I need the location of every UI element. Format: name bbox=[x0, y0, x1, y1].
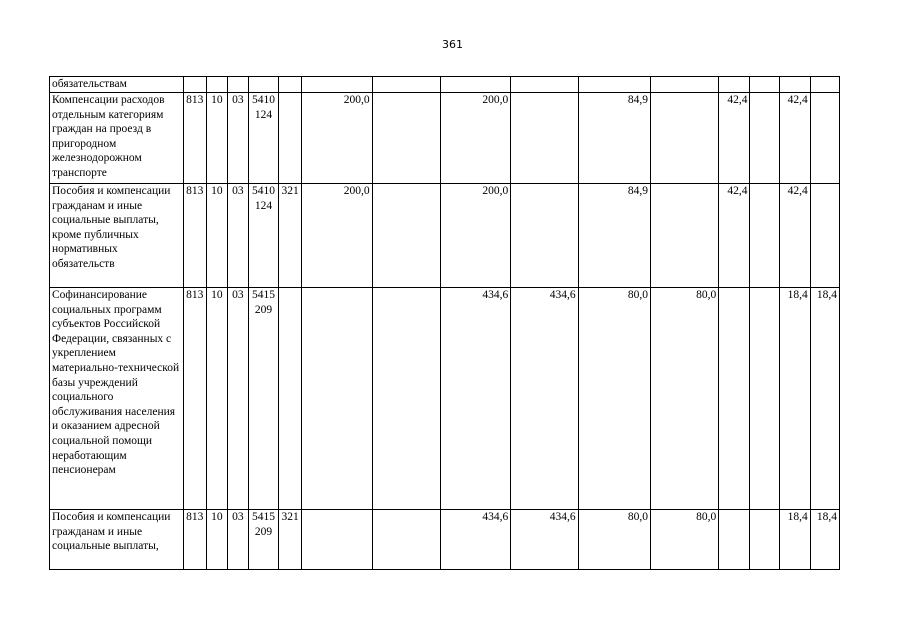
cell-csr: 5415 209 bbox=[248, 288, 278, 510]
cell-rz: 10 bbox=[206, 288, 227, 510]
cell-gr bbox=[183, 77, 206, 93]
cell-value: 80,0 bbox=[578, 510, 650, 570]
cell-value: 80,0 bbox=[650, 510, 718, 570]
cell-value: 42,4 bbox=[779, 93, 810, 184]
cell-vr bbox=[279, 93, 302, 184]
cell-value bbox=[511, 77, 578, 93]
cell-value: 18,4 bbox=[779, 288, 810, 510]
cell-rz: 10 bbox=[206, 510, 227, 570]
cell-gr: 813 bbox=[183, 184, 206, 288]
cell-pr bbox=[227, 77, 248, 93]
row-name: Компенсации расходов отдельным категориям граждан на проезд в пригородном железнодорожном транспорте bbox=[50, 93, 184, 184]
cell-value bbox=[719, 288, 750, 510]
cell-value bbox=[372, 93, 440, 184]
cell-rz: 10 bbox=[206, 93, 227, 184]
cell-value bbox=[750, 510, 779, 570]
cell-value bbox=[511, 184, 578, 288]
cell-csr: 5410 124 bbox=[248, 93, 278, 184]
cell-pr: 03 bbox=[227, 93, 248, 184]
table-body bbox=[50, 77, 840, 570]
cell-value: 18,4 bbox=[810, 288, 839, 510]
cell-value: 434,6 bbox=[440, 510, 510, 570]
cell-value bbox=[810, 77, 839, 93]
cell-value: 434,6 bbox=[440, 288, 510, 510]
cell-value bbox=[810, 93, 839, 184]
row-name: Пособия и компенсации гражданам и иные социальные выплаты, bbox=[50, 510, 184, 570]
table-row bbox=[50, 510, 840, 570]
cell-value: 84,9 bbox=[578, 184, 650, 288]
table-row bbox=[50, 288, 840, 510]
cell-value bbox=[578, 77, 650, 93]
cell-value: 18,4 bbox=[810, 510, 839, 570]
cell-value bbox=[810, 184, 839, 288]
cell-rz bbox=[206, 77, 227, 93]
cell-value: 42,4 bbox=[779, 184, 810, 288]
budget-table bbox=[49, 76, 840, 570]
cell-value bbox=[302, 288, 372, 510]
cell-value bbox=[650, 184, 718, 288]
cell-value bbox=[302, 77, 372, 93]
cell-value bbox=[750, 77, 779, 93]
cell-value bbox=[511, 93, 578, 184]
cell-vr: 321 bbox=[279, 510, 302, 570]
cell-value bbox=[779, 77, 810, 93]
row-name: Пособия и компенсации гражданам и иные социальные выплаты, кроме публичных нормативных обязательств bbox=[50, 184, 184, 288]
cell-rz: 10 bbox=[206, 184, 227, 288]
cell-gr: 813 bbox=[183, 288, 206, 510]
cell-value: 84,9 bbox=[578, 93, 650, 184]
cell-value bbox=[719, 77, 750, 93]
cell-vr bbox=[279, 77, 302, 93]
cell-value: 200,0 bbox=[302, 184, 372, 288]
cell-value bbox=[750, 288, 779, 510]
cell-value: 200,0 bbox=[440, 184, 510, 288]
cell-vr: 321 bbox=[279, 184, 302, 288]
cell-value bbox=[302, 510, 372, 570]
cell-value: 42,4 bbox=[719, 184, 750, 288]
cell-value: 18,4 bbox=[779, 510, 810, 570]
cell-value bbox=[750, 184, 779, 288]
cell-value bbox=[719, 510, 750, 570]
cell-csr: 5410 124 bbox=[248, 184, 278, 288]
cell-value: 434,6 bbox=[511, 510, 578, 570]
cell-value: 80,0 bbox=[578, 288, 650, 510]
cell-value: 80,0 bbox=[650, 288, 718, 510]
cell-value: 42,4 bbox=[719, 93, 750, 184]
cell-value bbox=[650, 93, 718, 184]
cell-value bbox=[440, 77, 510, 93]
row-name: обязательствам bbox=[50, 77, 184, 93]
cell-value: 434,6 bbox=[511, 288, 578, 510]
cell-csr: 5415 209 bbox=[248, 510, 278, 570]
cell-value bbox=[372, 288, 440, 510]
table-row bbox=[50, 77, 840, 93]
cell-value bbox=[372, 77, 440, 93]
cell-value bbox=[650, 77, 718, 93]
table-row bbox=[50, 93, 840, 184]
cell-pr: 03 bbox=[227, 184, 248, 288]
cell-csr bbox=[248, 77, 278, 93]
cell-value: 200,0 bbox=[302, 93, 372, 184]
cell-pr: 03 bbox=[227, 288, 248, 510]
cell-value: 200,0 bbox=[440, 93, 510, 184]
cell-value bbox=[372, 510, 440, 570]
cell-gr: 813 bbox=[183, 93, 206, 184]
row-name: Софинансирование социальных программ субъектов Российской Федерации, связанных с укреплением материально-технической базы учреждений социального обслуживания населения и оказанием адресной социальной помощи неработающим пенсионерам bbox=[50, 288, 184, 510]
cell-vr bbox=[279, 288, 302, 510]
cell-value bbox=[372, 184, 440, 288]
cell-gr: 813 bbox=[183, 510, 206, 570]
cell-value bbox=[750, 93, 779, 184]
table-row bbox=[50, 184, 840, 288]
page-number: 361 bbox=[442, 38, 463, 51]
cell-pr: 03 bbox=[227, 510, 248, 570]
